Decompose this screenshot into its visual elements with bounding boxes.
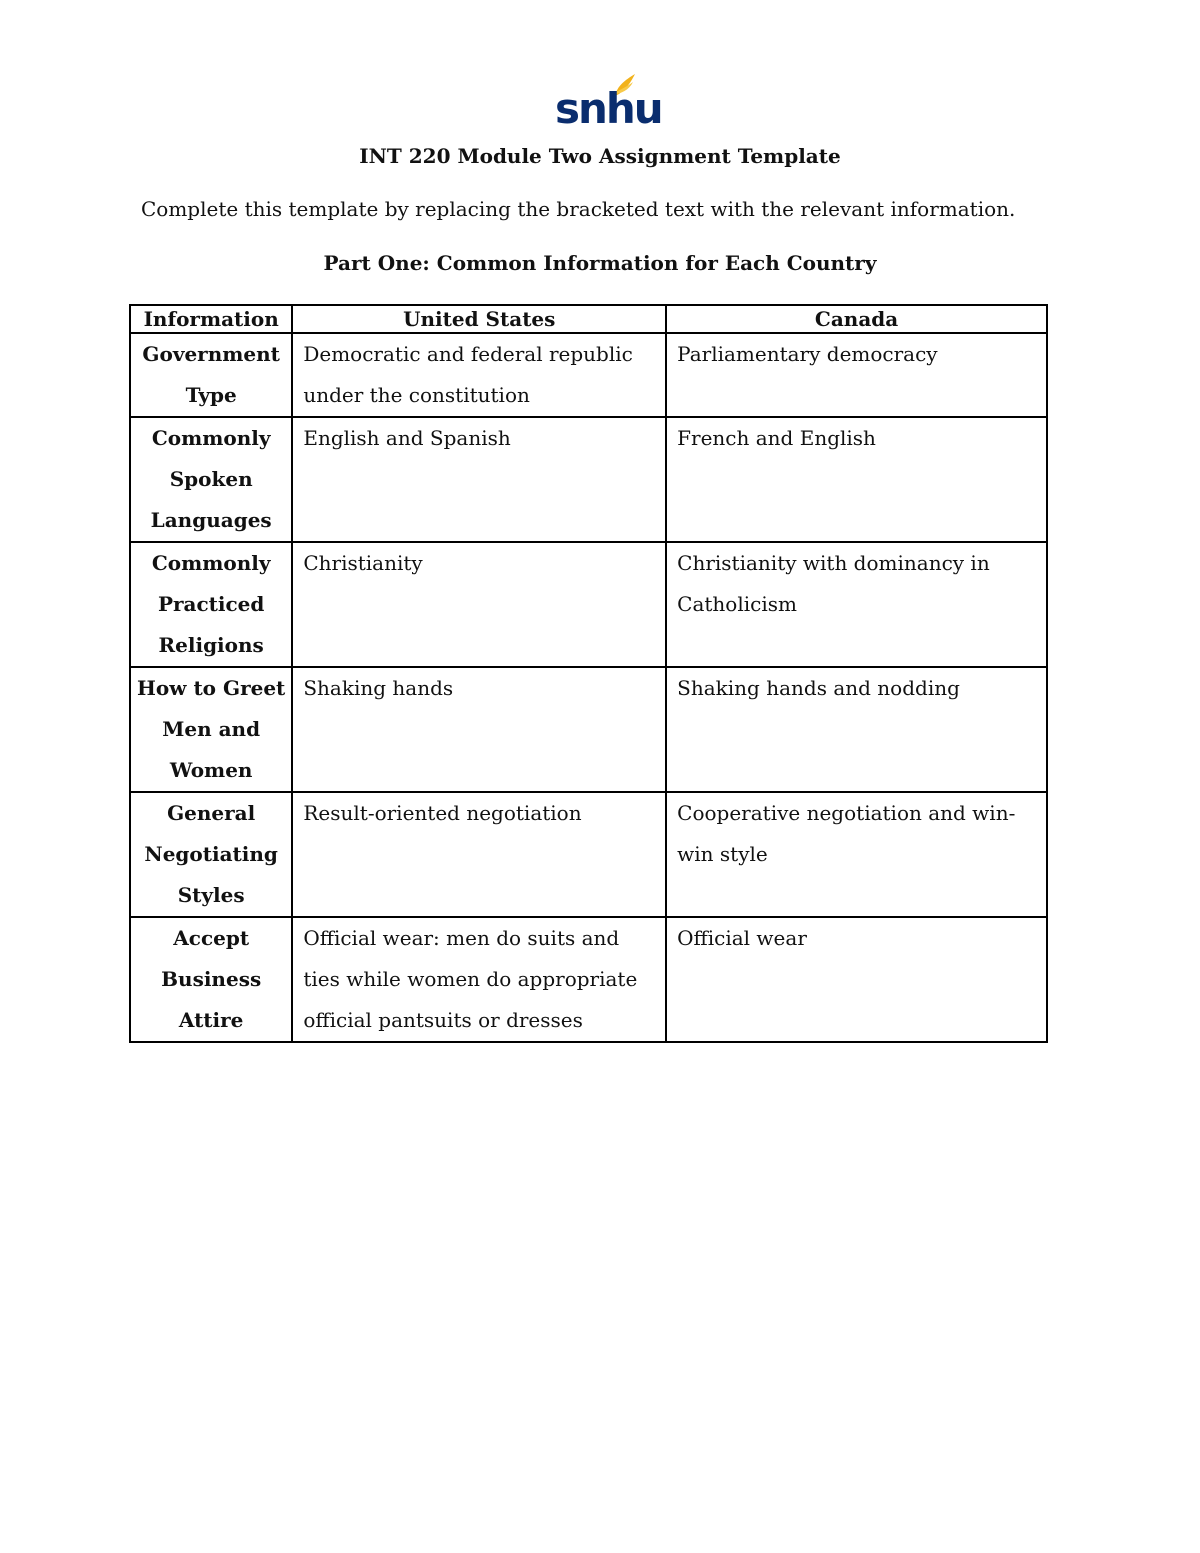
row-label: Government Type <box>130 333 292 417</box>
intro-text: Complete this template by replacing the bracketed text with the relevant information. <box>141 197 1016 221</box>
row-label: General Negotiating Styles <box>130 792 292 917</box>
document-title: INT 220 Module Two Assignment Template <box>359 144 841 168</box>
table-row <box>130 333 1047 417</box>
table-header-row <box>130 305 1047 333</box>
canada-cell: Cooperative negotiation and win-win style <box>666 792 1047 917</box>
us-cell: English and Spanish <box>292 417 666 542</box>
row-label: Commonly Practiced Religions <box>130 542 292 667</box>
us-cell: Democratic and federal republic under the constitution <box>292 333 666 417</box>
table-row <box>130 542 1047 667</box>
canada-cell: Christianity with dominancy in Catholicism <box>666 542 1047 667</box>
us-cell: Result-oriented negotiation <box>292 792 666 917</box>
country-info-table <box>129 304 1048 1043</box>
row-label: Accept Business Attire <box>130 917 292 1042</box>
table-row <box>130 667 1047 792</box>
header-canada: Canada <box>666 305 1047 333</box>
table-row <box>130 417 1047 542</box>
us-cell: Christianity <box>292 542 666 667</box>
table-row <box>130 792 1047 917</box>
us-cell: Official wear: men do suits and ties while women do appropriate official pantsuits or dresses <box>292 917 666 1042</box>
header-information: Information <box>130 305 292 333</box>
canada-cell: Official wear <box>666 917 1047 1042</box>
canada-cell: French and English <box>666 417 1047 542</box>
row-label: How to Greet Men and Women <box>130 667 292 792</box>
canada-cell: Parliamentary democracy <box>666 333 1047 417</box>
part-one-title: Part One: Common Information for Each Country <box>323 251 877 275</box>
canada-cell: Shaking hands and nodding <box>666 667 1047 792</box>
logo-wordmark: snhu <box>555 84 662 133</box>
us-cell: Shaking hands <box>292 667 666 792</box>
row-label: Commonly Spoken Languages <box>130 417 292 542</box>
header-united-states: United States <box>292 305 666 333</box>
table-row <box>130 917 1047 1042</box>
snhu-logo <box>555 72 662 134</box>
